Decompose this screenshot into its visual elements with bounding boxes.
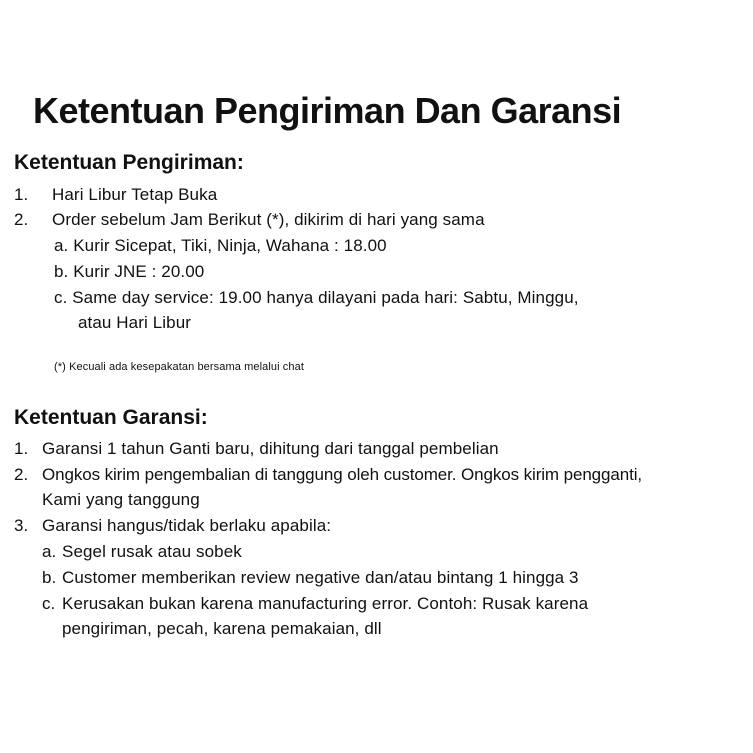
warranty-item-2: Ongkos kirim pengembalian di tanggung oleh customer. Ongkos kirim pengganti, bbox=[42, 465, 643, 484]
warranty-sub-item-b-letter: b. bbox=[42, 568, 57, 587]
shipping-item-1: Hari Libur Tetap Buka bbox=[52, 185, 218, 204]
warranty-sub-item-c-letter: c. bbox=[42, 594, 56, 613]
warranty-item-3-number: 3. bbox=[14, 516, 29, 535]
warranty-item-1-number: 1. bbox=[14, 439, 29, 458]
shipping-sub-item-c: c. Same day service: 19.00 hanya dilayani pada hari: Sabtu, Minggu, bbox=[54, 288, 579, 307]
shipping-item-2: Order sebelum Jam Berikut (*), dikirim di hari yang sama bbox=[52, 210, 485, 229]
warranty-sub-item-a-letter: a. bbox=[42, 542, 57, 561]
shipping-sub-item-a: a. Kurir Sicepat, Tiki, Ninja, Wahana : 18.00 bbox=[54, 236, 387, 255]
shipping-footnote: (*) Kecuali ada kesepakatan bersama melalui chat bbox=[54, 361, 304, 373]
page-title: Ketentuan Pengiriman Dan Garansi bbox=[33, 90, 622, 131]
warranty-sub-item-a: Segel rusak atau sobek bbox=[62, 542, 242, 561]
warranty-sub-item-b: Customer memberikan review negative dan/atau bintang 1 hingga 3 bbox=[62, 568, 579, 587]
shipping-sub-item-b: b. Kurir JNE : 20.00 bbox=[54, 262, 205, 281]
warranty-item-3: Garansi hangus/tidak berlaku apabila: bbox=[42, 516, 332, 535]
shipping-sub-item-c-continued: atau Hari Libur bbox=[78, 313, 192, 332]
warranty-item-2-continued: Kami yang tanggung bbox=[42, 490, 200, 509]
warranty-item-2-number: 2. bbox=[14, 465, 29, 484]
shipping-item-1-number: 1. bbox=[14, 185, 29, 204]
warranty-sub-item-c-continued: pengiriman, pecah, karena pemakaian, dll bbox=[62, 619, 382, 638]
warranty-heading: Ketentuan Garansi: bbox=[14, 406, 208, 429]
warranty-sub-item-c: Kerusakan bukan karena manufacturing error. Contoh: Rusak karena bbox=[62, 594, 589, 613]
warranty-item-1: Garansi 1 tahun Ganti baru, dihitung dari tanggal pembelian bbox=[42, 439, 499, 458]
shipping-heading: Ketentuan Pengiriman: bbox=[14, 151, 244, 174]
shipping-item-2-number: 2. bbox=[14, 210, 29, 229]
